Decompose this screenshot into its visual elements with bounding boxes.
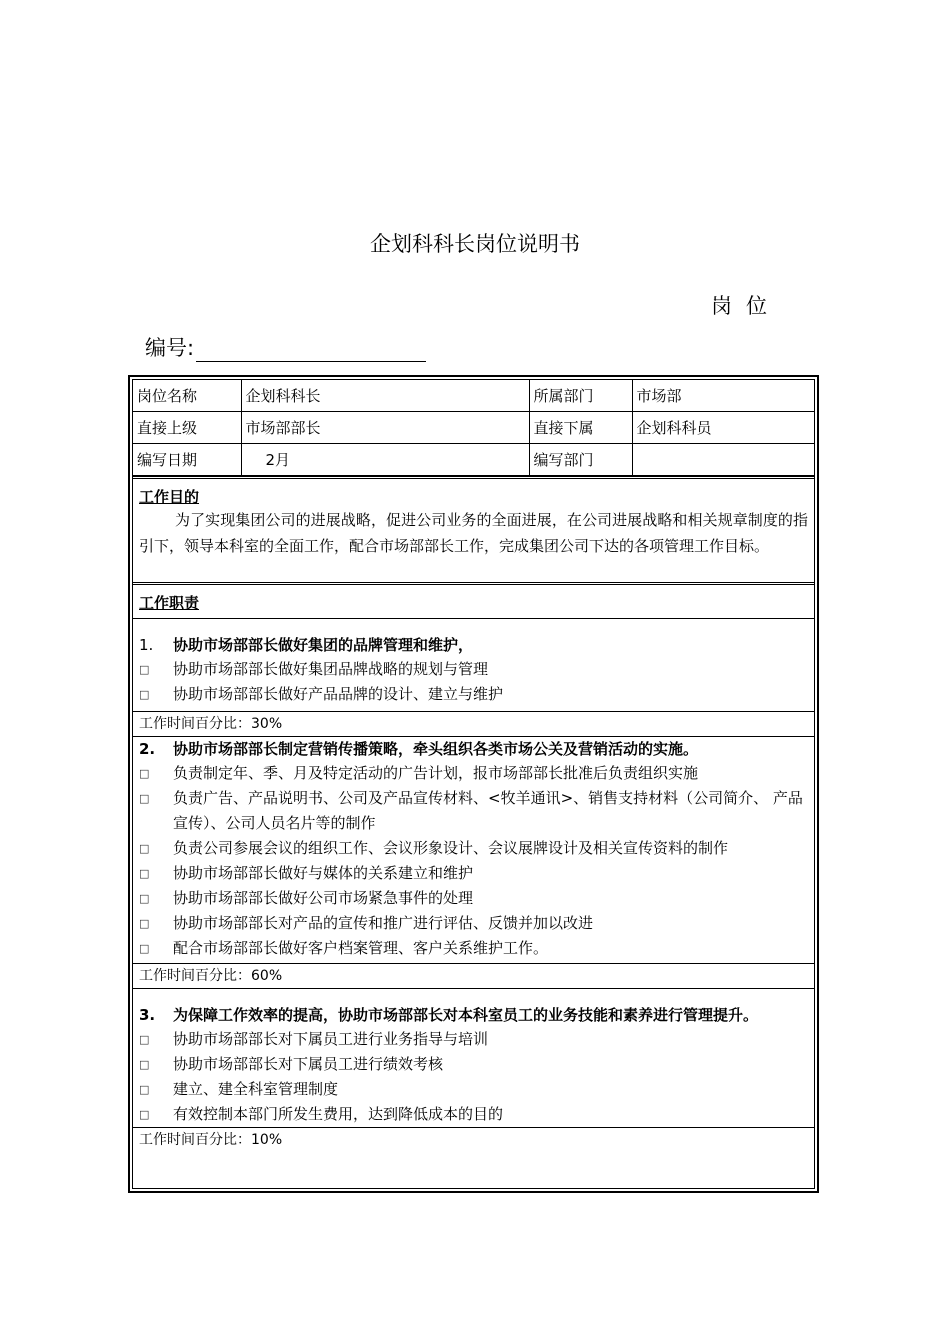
bullet-text: 协助市场部部长对下属员工进行绩效考核 — [173, 1055, 444, 1073]
list-item — [133, 936, 814, 961]
purpose-text: 为了实现集团公司的进展战略，促进公司业务的全面进展，在公司进展战略和相关规章制度的指引下，领导本科室的全面工作，配合市场部部长工作，完成集团公司下达的各项管理工作目标。 — [139, 511, 808, 555]
duty-title-3 — [133, 1003, 814, 1027]
list-item — [133, 761, 814, 786]
label-subordinate: 直接下属 — [529, 412, 632, 444]
bullet-box-icon: □ — [139, 663, 150, 676]
time-percentage: 工作时间百分比：30% — [133, 711, 814, 736]
info-table — [133, 380, 814, 476]
value-department: 市场部 — [632, 380, 814, 412]
bullet-box-icon: □ — [139, 688, 150, 701]
bullet-text: 协助市场部部长做好集团品牌战略的规划与管理 — [173, 660, 489, 678]
bullet-box-icon: □ — [139, 917, 150, 930]
bullet-text: 配合市场部部长做好客户档案管理、客户关系维护工作。 — [173, 939, 549, 957]
label-author-dept: 编写部门 — [529, 444, 632, 476]
list-item — [133, 786, 814, 836]
bullet-box-icon: □ — [139, 892, 150, 905]
page-title: 企划科科长岗位说明书 — [370, 232, 580, 256]
duty-title-text: 协助市场部部长做好集团的品牌管理和维护， — [173, 636, 474, 654]
code-label: 编号: — [145, 336, 195, 360]
list-item — [133, 682, 814, 707]
list-item — [133, 1052, 814, 1077]
bullet-box-icon: □ — [139, 842, 150, 855]
purpose-title: 工作目的 — [139, 488, 200, 506]
bullet-box-icon: □ — [139, 767, 150, 780]
list-item — [133, 1027, 814, 1052]
duties-header — [133, 582, 814, 618]
label-department: 所属部门 — [529, 380, 632, 412]
duty-title-text: 为保障工作效率的提高，协助市场部部长对本科室员工的业务技能和素养进行管理提升。 — [173, 1006, 759, 1024]
bullet-text: 负责广告、产品说明书、公司及产品宣传材料、<牧羊通讯>、销售支持材料（公司简介、 产品宣传）、公司人员名片等的制作 — [173, 789, 803, 832]
value-subordinate: 企划科科员 — [632, 412, 814, 444]
bullet-text: 协助市场部部长对下属员工进行业务指导与培训 — [173, 1030, 489, 1048]
label-superior: 直接上级 — [133, 412, 241, 444]
duty-number: 1. — [139, 636, 154, 654]
bullet-text: 负责公司参展会议的组织工作、会议形象设计、会议展牌设计及相关宣传资料的制作 — [173, 839, 729, 857]
bullet-box-icon: □ — [139, 1108, 150, 1121]
bullet-text: 协助市场部部长做好公司市场紧急事件的处理 — [173, 889, 474, 907]
duty-number: 2. — [139, 740, 156, 758]
bullet-box-icon: □ — [139, 942, 150, 955]
value-date: 2月 — [241, 444, 529, 476]
duty-block-2 — [133, 736, 814, 988]
list-item — [133, 1102, 814, 1127]
bullet-box-icon: □ — [139, 1033, 150, 1046]
job-description-table — [128, 375, 819, 1193]
list-item — [133, 861, 814, 886]
bullet-text: 建立、建全科室管理制度 — [173, 1080, 339, 1098]
table-row — [133, 380, 814, 412]
post-label: 岗位 — [711, 294, 781, 318]
duty-title-1 — [133, 633, 814, 657]
duties-title: 工作职责 — [139, 594, 200, 612]
list-item — [133, 886, 814, 911]
value-author-dept — [632, 444, 814, 476]
bullet-text: 有效控制本部门所发生费用，达到降低成本的目的 — [173, 1105, 504, 1123]
duty-block-1 — [133, 618, 814, 736]
bullet-text: 协助市场部部长做好与媒体的关系建立和维护 — [173, 864, 474, 882]
duty-block-3 — [133, 988, 814, 1152]
time-percentage: 工作时间百分比：10% — [133, 1127, 814, 1152]
time-percentage: 工作时间百分比：60% — [133, 963, 814, 988]
value-post-name: 企划科科长 — [241, 380, 529, 412]
bullet-box-icon: □ — [139, 867, 150, 880]
purpose-section — [133, 476, 814, 582]
label-post-name: 岗位名称 — [133, 380, 241, 412]
duty-title-text: 协助市场部部长制定营销传播策略，牵头组织各类市场公关及营销活动的实施。 — [173, 740, 699, 758]
list-item — [133, 657, 814, 682]
bullet-box-icon: □ — [139, 792, 150, 805]
list-item — [133, 1077, 814, 1102]
label-date: 编写日期 — [133, 444, 241, 476]
bullet-text: 负责制定年、季、月及特定活动的广告计划，报市场部部长批准后负责组织实施 — [173, 764, 699, 782]
bullet-box-icon: □ — [139, 1083, 150, 1096]
duty-title-2 — [133, 737, 814, 761]
list-item — [133, 911, 814, 936]
table-row — [133, 444, 814, 476]
bullet-text: 协助市场部部长做好产品品牌的设计、建立与维护 — [173, 685, 504, 703]
bullet-box-icon: □ — [139, 1058, 150, 1071]
code-blank-line — [196, 339, 426, 362]
duty-number: 3. — [139, 1006, 156, 1024]
code-row — [145, 332, 426, 362]
bullet-text: 协助市场部部长对产品的宣传和推广进行评估、反馈并加以改进 — [173, 914, 594, 932]
list-item — [133, 836, 814, 861]
value-superior: 市场部部长 — [241, 412, 529, 444]
table-row — [133, 412, 814, 444]
